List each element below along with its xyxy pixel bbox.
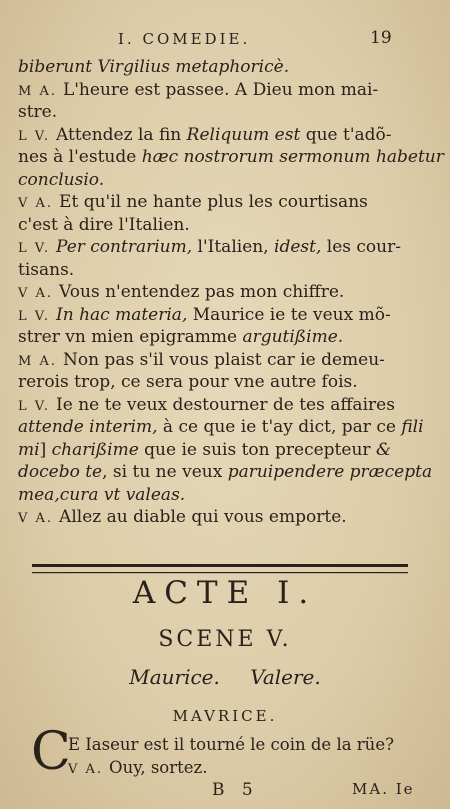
dialogue-line: [18, 56, 410, 79]
line-text: l'Italien,: [192, 237, 275, 257]
dialogue-line: [18, 79, 410, 102]
dialogue-line: [18, 506, 410, 529]
page-number: 19: [370, 28, 392, 48]
dialogue-line: [18, 146, 444, 169]
thin-rule: [32, 572, 408, 574]
speaker-abbrev: L V.: [18, 308, 51, 324]
speaker-abbrev: M A.: [18, 83, 57, 99]
latin-phrase: hæc nostrorum sermonum habetur: [141, 147, 444, 167]
latin-phrase: argutißime.: [242, 327, 344, 347]
latin-phrase: In hac materia,: [56, 304, 188, 325]
latin-phrase: conclusio.: [18, 169, 105, 190]
dialogue-line: [18, 304, 410, 327]
speaker-abbrev: L V.: [18, 128, 51, 144]
dialogue-line: [18, 236, 410, 259]
character-name: Maurice.: [129, 665, 220, 689]
line-text: Vous n'entendez pas mon chiffre.: [59, 282, 345, 302]
line-text: strer vn mien epigramme: [18, 327, 243, 347]
dialogue-line: [18, 349, 410, 372]
line-text: que ie suis ton precepteur: [138, 439, 376, 460]
latin-phrase: docebo te: [18, 462, 103, 482]
line-text: Ouy, sortez.: [109, 758, 208, 777]
dialogue-line: [18, 214, 410, 237]
signature-mark: B 5: [212, 780, 259, 800]
latin-phrase: paruipendere præcepta: [227, 462, 433, 482]
speaker-abbrev: V A.: [68, 762, 104, 777]
dialogue-line: [18, 191, 410, 214]
line-text: tisans.: [18, 259, 75, 280]
dialogue-line: [18, 371, 410, 394]
character-name: Valere.: [250, 665, 321, 689]
line-text: stre.: [18, 102, 58, 122]
character-list: [0, 665, 450, 689]
dialogue-line: [18, 461, 433, 484]
speaker-abbrev: L V.: [18, 398, 51, 414]
dialogue-line: [18, 169, 410, 192]
dialogue-line: [18, 416, 424, 439]
latin-phrase: mea,cura vt valeas.: [18, 484, 186, 505]
dialogue-line: [18, 439, 410, 462]
ornamental-rule: [32, 563, 408, 568]
latin-phrase: charißime: [51, 439, 139, 460]
line-text: Maurice ie te veux mõ-: [187, 304, 391, 325]
dialogue-line: [18, 281, 410, 304]
scene-heading: SCENE V.: [158, 627, 292, 652]
speaker-abbrev: V A.: [18, 196, 54, 211]
line-text: rerois trop, ce sera pour vne autre fois.: [18, 372, 358, 392]
line-text: Et qu'il ne hante plus les courtisans: [59, 192, 368, 212]
speaker-abbrev: M A.: [18, 353, 57, 369]
dialogue-line: [18, 394, 410, 417]
line-text: L'heure est passee. A Dieu mon mai-: [62, 79, 379, 100]
page-header: [0, 30, 450, 52]
line-text: Non pas s'il vous plaist car ie demeu-: [62, 349, 385, 370]
latin-phrase: biberunt Virgilius metaphoricè.: [18, 57, 290, 77]
line-text: ]: [39, 439, 52, 460]
dialogue-line: [18, 259, 410, 282]
latin-phrase: idest,: [274, 237, 322, 257]
line-text: les cour-: [321, 237, 401, 257]
line-text: à ce que ie t'ay dict, par ce: [157, 417, 402, 437]
latin-phrase: attende interim,: [18, 417, 158, 437]
dialogue-line: [18, 484, 410, 507]
line-text: nes à l'estude: [18, 147, 142, 167]
latin-phrase: Per contrarium,: [56, 237, 193, 257]
line-text: c'est à dire l'Italien.: [18, 214, 190, 235]
latin-phrase: fili: [401, 417, 424, 437]
scene-second-line: [68, 758, 207, 777]
speaker-abbrev: V A.: [18, 511, 54, 526]
line-text: Ie ne te veux destourner de tes affaires: [56, 394, 395, 415]
latin-phrase: Reliquum est: [186, 124, 301, 145]
catchword: MA. Ie: [352, 780, 415, 798]
speaker-heading: MAVRICE.: [172, 707, 278, 725]
dialogue-line: [18, 124, 410, 147]
line-text: Attendez la fin: [56, 124, 187, 145]
latin-phrase: &: [375, 439, 392, 460]
act-heading: ACTE I.: [132, 575, 318, 611]
scene-first-line: E Iaseur est il tourné le coin de la rüe?: [68, 735, 394, 754]
dialogue-block: [18, 56, 444, 529]
dialogue-line: [18, 326, 410, 349]
dialogue-line: [18, 101, 410, 124]
running-title: I. COMEDIE.: [118, 30, 251, 48]
line-text: Allez au diable qui vous emporte.: [59, 507, 347, 527]
line-text: , si tu ne veux: [102, 462, 228, 482]
drop-cap: C: [31, 722, 71, 782]
speaker-abbrev: V A.: [18, 286, 54, 301]
latin-phrase: mi: [18, 439, 40, 460]
speaker-abbrev: L V.: [18, 241, 51, 256]
line-text: que t'adõ-: [300, 124, 392, 145]
